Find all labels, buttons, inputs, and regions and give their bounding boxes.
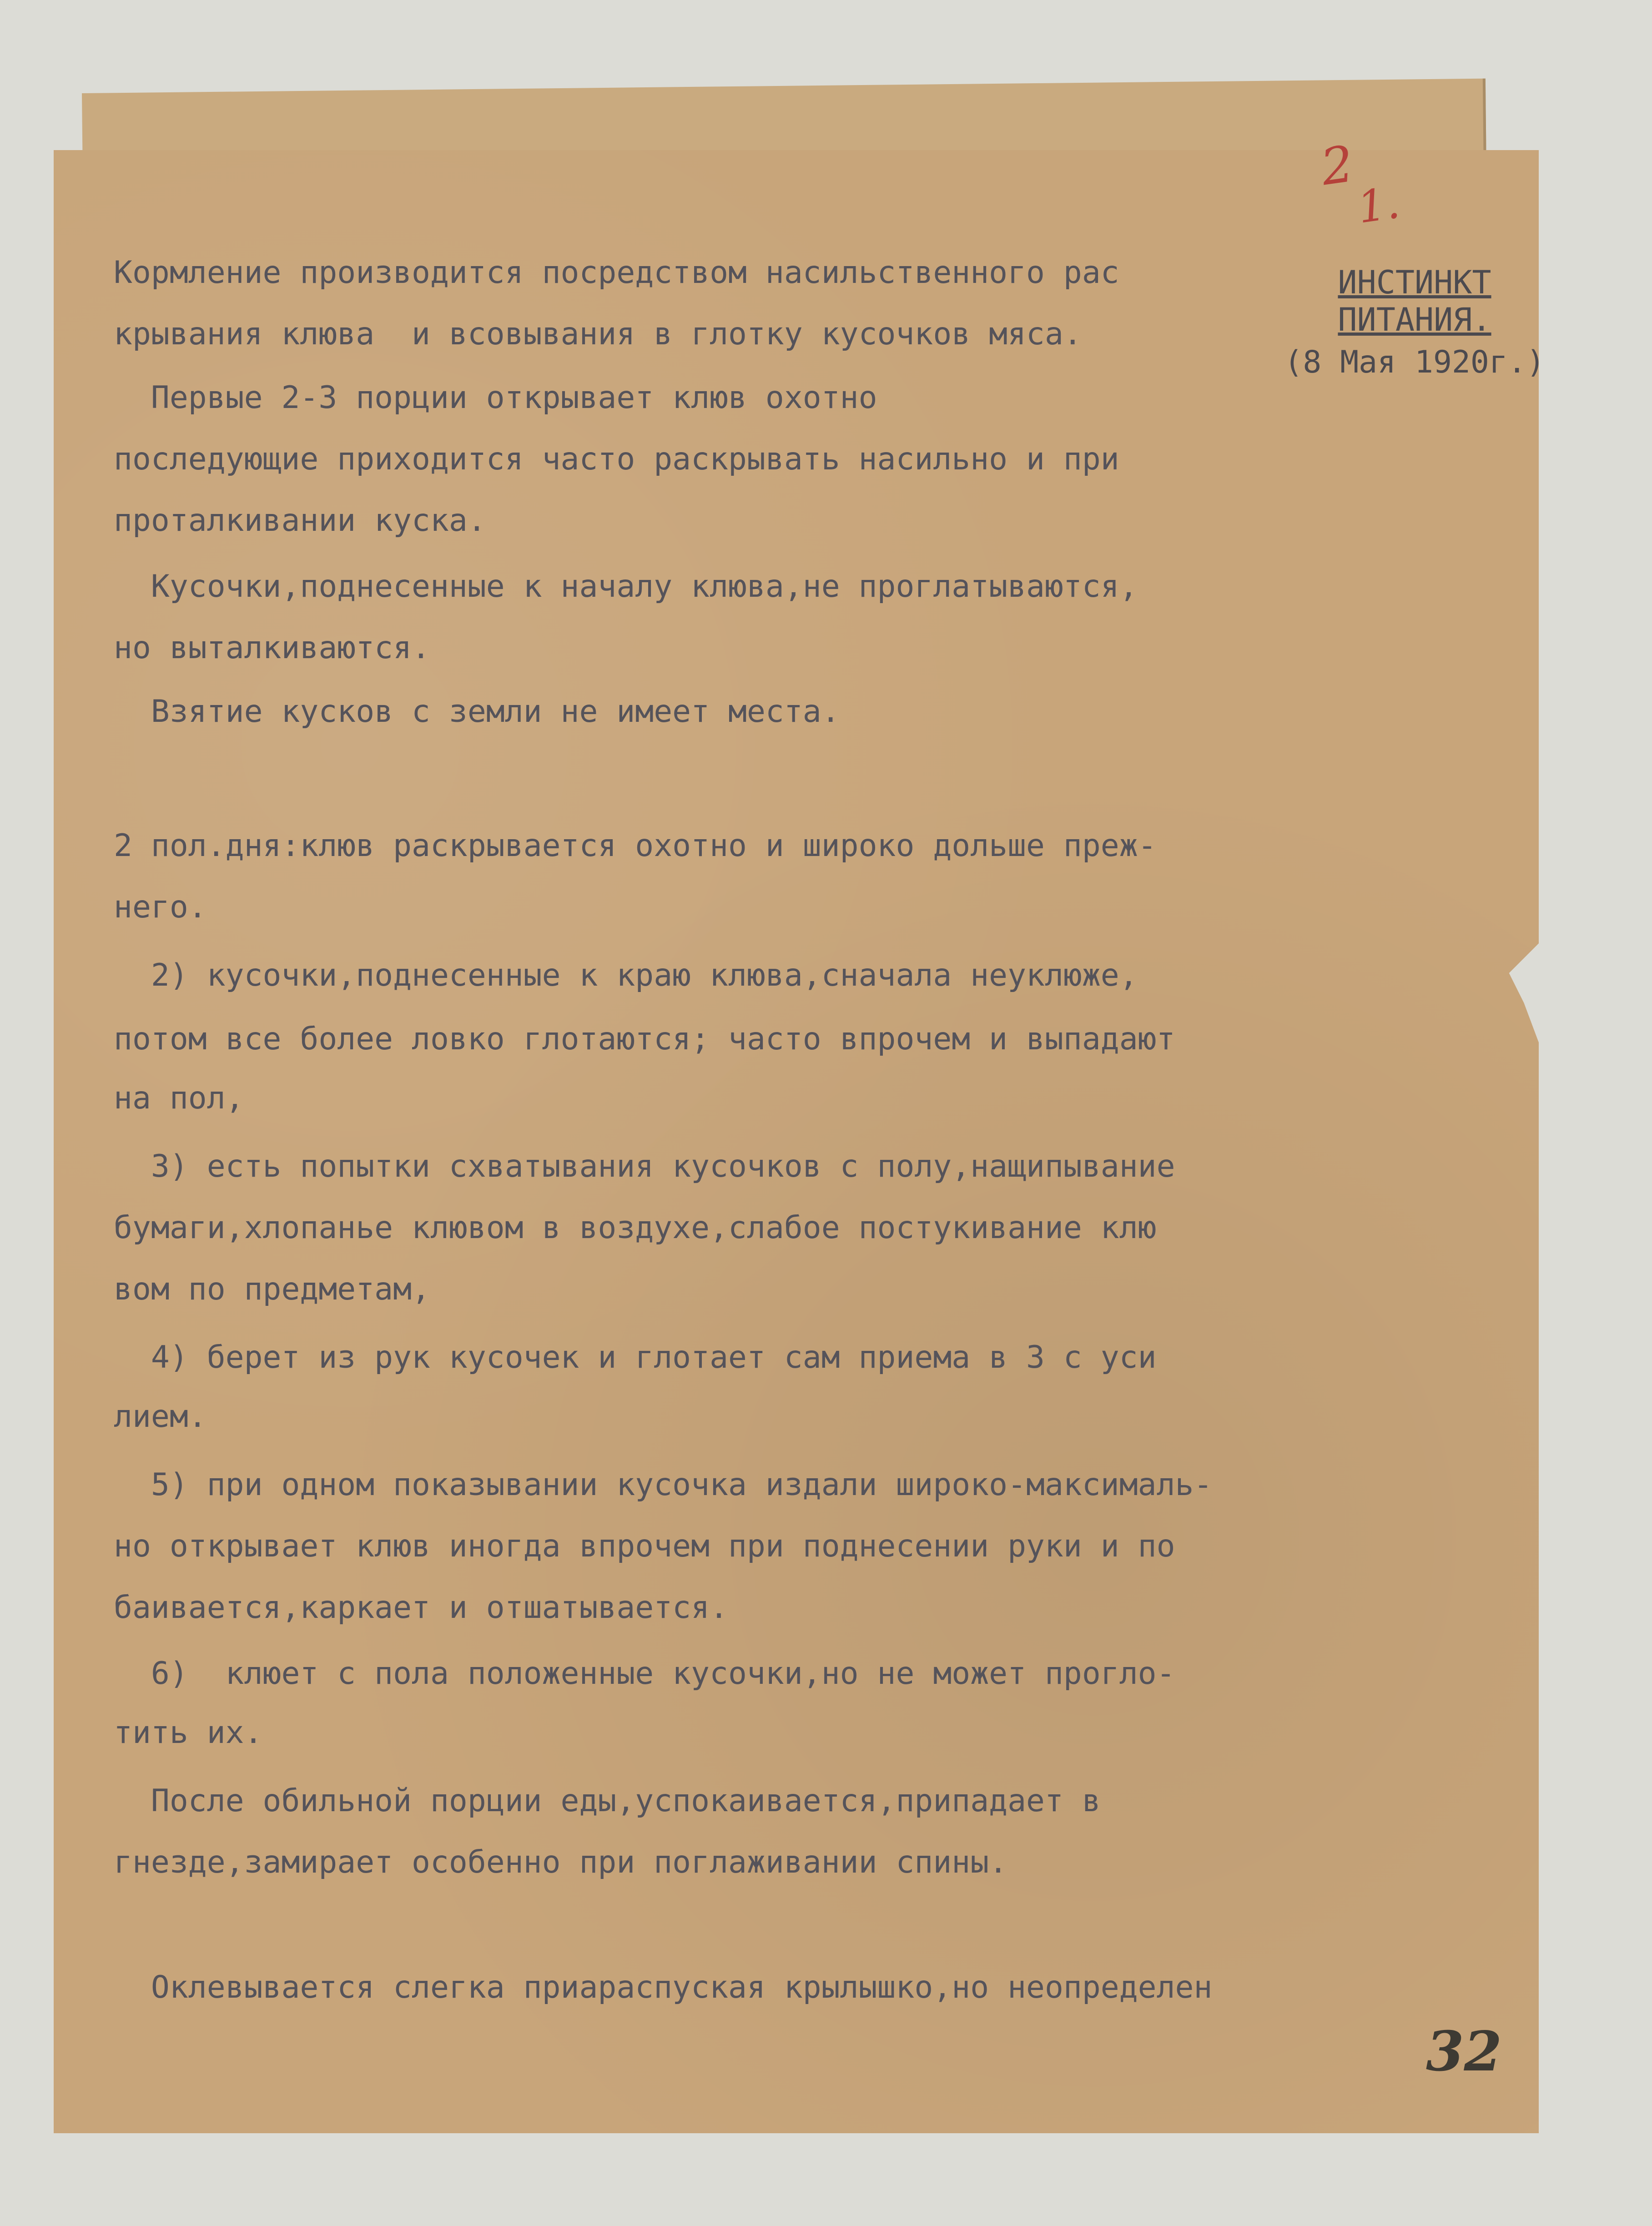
- text-line: него.: [114, 889, 207, 925]
- text-line: 3) есть попытки схватывания кусочков с полу,нащипывание: [114, 1148, 1175, 1184]
- text-line: баивается,каркает и отшатывается.: [114, 1590, 729, 1626]
- text-line: проталкивании куска.: [114, 503, 486, 539]
- text-line: Кусочки,поднесенные к началу клюва,не проглатываются,: [114, 569, 1138, 604]
- text-line: но открывает клюв иногда впрочем при поднесении руки и по: [114, 1528, 1175, 1564]
- text-line: на пол,: [114, 1080, 244, 1116]
- text-line: 6) клюет с пола положенные кусочки,но не может прогло-: [114, 1656, 1175, 1692]
- text-line: тить их.: [114, 1715, 263, 1751]
- text-line: Взятие кусков с земли не имеет места.: [114, 694, 840, 730]
- text-line: гнезде,замирает особенно при поглаживании спины.: [114, 1844, 1008, 1880]
- text-line: лием.: [114, 1399, 207, 1435]
- heading-date: (8 Мая 1920г.): [1284, 344, 1545, 380]
- heading-title-line2: ПИТАНИЯ.: [1338, 301, 1491, 338]
- text-line: бумаги,хлопанье клювом в воздухе,слабое постукивание клю: [114, 1210, 1157, 1246]
- text-line: Первые 2-3 порции открывает клюв охотно: [114, 380, 877, 416]
- text-line: 2) кусочки,поднесенные к краю клюва,сначала неуклюже,: [114, 957, 1138, 993]
- text-line: вом по предметам,: [114, 1271, 430, 1307]
- text-line: 4) берет из рук кусочек и глотает сам приема в 3 с уси: [114, 1340, 1157, 1375]
- text-line: После обильной порции еды,успокаивается,припадает в: [114, 1783, 1101, 1819]
- text-line: Кормление производится посредством насильственного рас: [114, 255, 1119, 291]
- text-line: 5) при одном показывании кусочка издали широко-максималь-: [114, 1467, 1213, 1503]
- section-heading: [1269, 264, 1560, 383]
- heading-title-line1: ИНСТИНКТ: [1338, 264, 1491, 301]
- page-number: 32: [1426, 2020, 1502, 2084]
- text-line: Оклевывается слегка приараспуская крылышко,но неопределен: [114, 1969, 1213, 2005]
- text-line: крывания клюва и всовывания в глотку кусочков мяса.: [114, 316, 1082, 352]
- text-line: потом все более ловко глотаются; часто впрочем и выпадают: [114, 1021, 1175, 1057]
- text-line: но выталкиваются.: [114, 630, 430, 666]
- folio-number-top: 2: [1317, 134, 1357, 197]
- text-line: 2 пол.дня:клюв раскрывается охотно и широко дольше преж-: [114, 828, 1157, 864]
- text-line: последующие приходится часто раскрывать насильно и при: [114, 441, 1119, 477]
- folio-number-second: 1.: [1354, 177, 1403, 233]
